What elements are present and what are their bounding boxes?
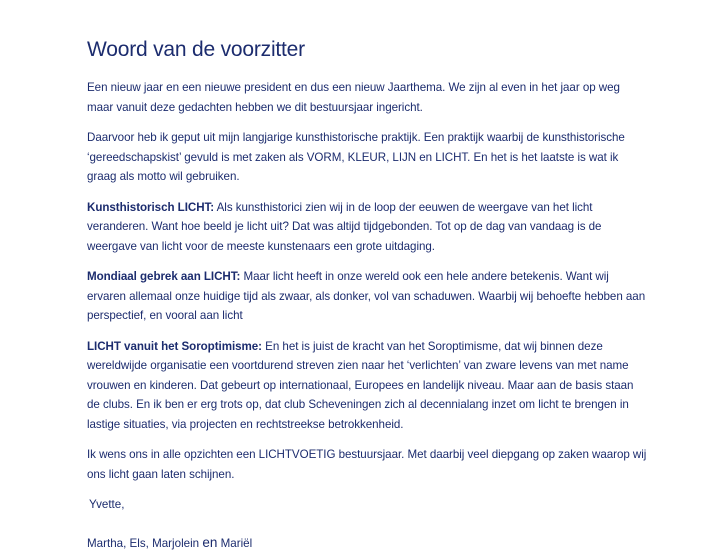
- paragraph-lead: LICHT vanuit het Soroptimisme:: [87, 340, 262, 353]
- signature-connector: en: [202, 535, 217, 550]
- greeting: Yvette,: [89, 495, 647, 515]
- paragraph-text: Ik wens ons in alle opzichten een LICHTVOETIG bestuursjaar. Met daarbij veel diepgang op zaken waarop wij ons licht gaan laten schijnen.: [87, 448, 646, 481]
- paragraph-global-lack-of-light: [87, 267, 647, 326]
- paragraph-art-history-light: [87, 198, 647, 257]
- paragraph-lead: Mondiaal gebrek aan LICHT:: [87, 270, 240, 283]
- document-page: [87, 36, 647, 553]
- paragraph-practice: [87, 128, 647, 187]
- signature-names: Martha, Els, Marjolein: [87, 537, 202, 550]
- paragraph-text: Als kunsthistorici zien wij in de loop der eeuwen de weergave van het licht veranderen. Want hoe beeld je licht uit? Dat was altijd tijdgebonden. Tot op de dag van vandaag is de weergave van licht voor de meeste kunstenaars een grote uitdaging.: [87, 201, 601, 253]
- paragraph-soroptimism-light: [87, 337, 647, 435]
- paragraph-text: Maar licht heeft in onze wereld ook een hele andere betekenis. Want wij ervaren allemaal onze huidige tijd als zwaar, als donker, vol van schaduwen. Waarbij wij behoefte hebben aan perspectief, en vooral aan licht: [87, 270, 645, 322]
- signature: [87, 533, 647, 553]
- paragraph-wish: [87, 445, 647, 484]
- paragraph-text: En het is juist de kracht van het Soroptimisme, dat wij binnen deze wereldwijde organisatie een voortdurend streven zien naar het ‘verlichten’ van zware levens van met name vrouwen en kinderen. Dat gebeurt op internationaal, Europees en landelijk niveau. Maar aan de basis staan de clubs. En ik ben er erg trots op, dat club Scheveningen zich al decennialang inzet om licht te brengen in lastige situaties, via projecten en rechtstreekse betrokkenheid.: [87, 340, 633, 431]
- paragraph-intro: [87, 78, 647, 117]
- paragraph-text: Een nieuw jaar en een nieuwe president en dus een nieuw Jaarthema. We zijn al even in het jaar op weg maar vanuit deze gedachten hebben we dit bestuursjaar ingericht.: [87, 81, 620, 114]
- signature-last-name: Mariël: [217, 537, 252, 550]
- page-title: Woord van de voorzitter: [87, 36, 647, 64]
- paragraph-lead: Kunsthistorisch LICHT:: [87, 201, 214, 214]
- paragraph-text: Daarvoor heb ik geput uit mijn langjarige kunsthistorische praktijk. Een praktijk waarbij de kunsthistorische ‘gereedschapskist’ gevuld is met zaken als VORM, KLEUR, LIJN en LICHT. En het is het laatste is wat ik graag als motto wil gebruiken.: [87, 131, 625, 183]
